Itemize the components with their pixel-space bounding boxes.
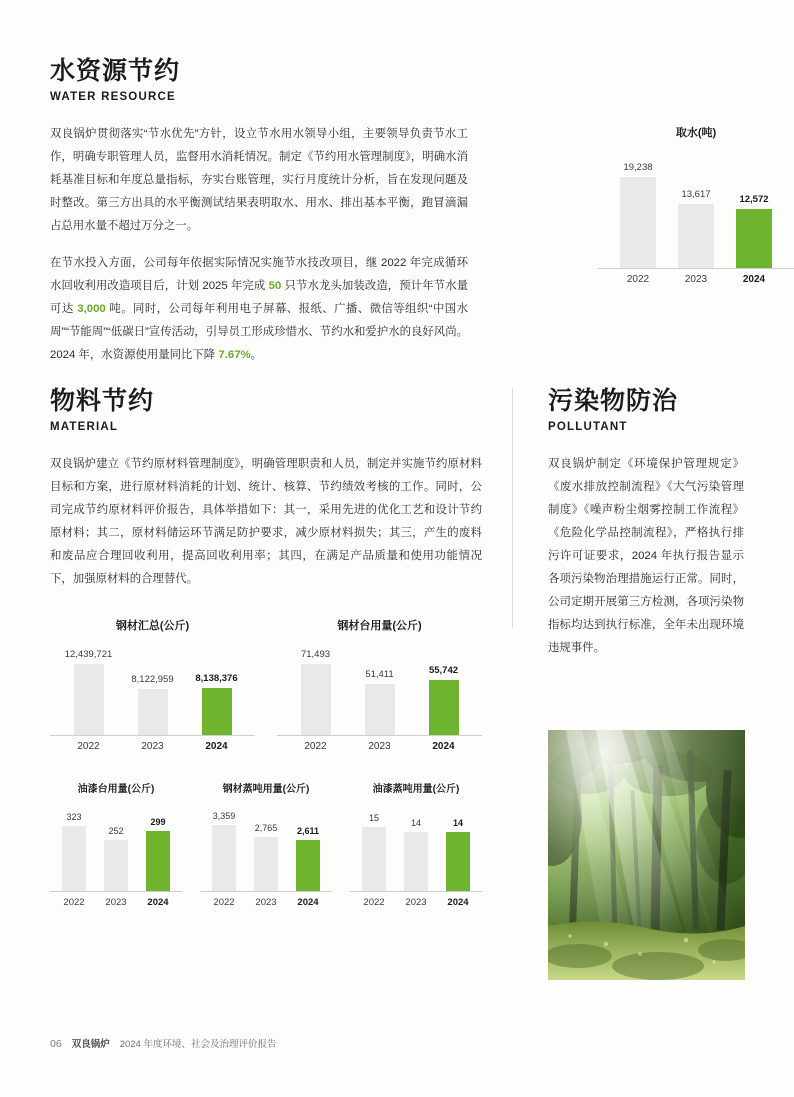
axis-category-label: 2023 xyxy=(684,274,708,285)
page-footer xyxy=(50,1036,276,1050)
chart-title-paint-per-ton-steam: 油漆蒸吨用量(公斤) xyxy=(372,783,460,795)
bar-value-label: 51,411 xyxy=(365,668,394,680)
axis-category-label: 2024 xyxy=(147,896,169,908)
chart-title-steel-per-unit: 钢材台用量(公斤) xyxy=(337,619,422,632)
axis-category-label: 2022 xyxy=(304,740,327,752)
axis-category-label: 2023 xyxy=(405,896,427,908)
bar xyxy=(254,837,278,891)
bar-value-label: 12,572 xyxy=(739,194,769,205)
bar xyxy=(296,840,320,891)
bar-column xyxy=(95,826,137,891)
chart-bars-steel-total xyxy=(50,643,255,735)
column-divider xyxy=(512,388,513,628)
chart-axis-paint-per-ton-steam xyxy=(350,891,482,908)
chart-axis-paint-per-unit xyxy=(50,891,182,908)
material-section xyxy=(50,388,482,908)
pollutant-title-cn: 污染物防治 xyxy=(548,387,679,415)
chart-axis-steel-total xyxy=(50,735,255,752)
water-p2-highlight-2: 3,000 xyxy=(73,302,110,315)
bar-column xyxy=(137,817,179,891)
chart-bars-steel-per-unit xyxy=(277,643,482,735)
pollutant-section xyxy=(548,388,744,674)
axis-category-label: 2024 xyxy=(447,896,469,908)
material-title-cn: 物料节约 xyxy=(50,387,155,415)
water-chart-container xyxy=(598,124,794,285)
bar-value-label: 14 xyxy=(410,817,421,828)
chart-bars-water-intake xyxy=(598,150,794,268)
bar-value-label: 15 xyxy=(368,812,379,823)
chart-bars-paint-per-ton-steam xyxy=(350,805,482,891)
bar-column xyxy=(667,189,725,268)
bar-column xyxy=(287,826,329,891)
bar-column xyxy=(203,811,245,891)
pollutant-paragraph-1: 双良锅炉制定《环境保护管理规定》《废水排放控制流程》《大气污染管理制度》《噪声粉尘烟雾控制工作流程》《危险化学品控制流程》，严格执行排污许可证要求，2024 年执行报告显示各项污染物治理措施运行正常。同时，公司定期开展第三方检测，各项污染物指标均达到执行标准，全年未出现环境违规事件。 xyxy=(548,457,744,654)
chart-axis-steel-per-unit xyxy=(277,735,482,752)
water-text-column xyxy=(50,58,468,381)
bar-value-label: 8,138,376 xyxy=(195,672,238,684)
bar xyxy=(104,840,128,891)
bar-column xyxy=(348,669,412,735)
water-title-en: WATER RESOURCE xyxy=(50,90,176,103)
page-number: 06 xyxy=(50,1038,62,1050)
bar-column xyxy=(609,162,667,268)
bar-value-label: 323 xyxy=(66,811,82,822)
bar-column xyxy=(245,823,287,891)
bar-column xyxy=(437,818,479,891)
bar-value-label: 8,122,959 xyxy=(131,673,174,685)
material-paragraph-1: 双良锅炉建立《节约原材料管理制度》，明确管理职责和人员，制定并实施节约原材料目标和方案，进行原材料消耗的计划、统计、核算、节约绩效考核的工作。同时，公司完成节约原材料评价报告，具体举措如下：其一，采用先进的优化工艺和设计节约原材料；其二，原材料储运环节满足防护要求，减少原材料损失；其三，产生的废料和废品应合理回收利用，提高回收利用率；其四，在满足产品质量和使用功能情况下，加强原材料的合理替代。 xyxy=(50,457,482,585)
bar-value-label: 299 xyxy=(150,816,166,827)
chart-title-water-intake: 取水(吨) xyxy=(675,127,717,139)
bar xyxy=(678,204,714,268)
water-p2-a: 在节水投入方面，公司每年依据实际情况实施节水技改项目，继 2022 年完成循环水回收利用改造项目后，计划 2025 年完成 xyxy=(50,256,468,292)
chart-paint-per-ton-steam xyxy=(350,780,482,908)
bar-value-label: 2,765 xyxy=(254,822,278,833)
water-title-cn: 水资源节约 xyxy=(50,57,181,85)
bar xyxy=(736,209,772,268)
bar xyxy=(429,680,459,735)
bar xyxy=(146,831,170,891)
bar-value-label: 19,238 xyxy=(623,162,653,173)
bar xyxy=(74,664,104,735)
chart-steel-total xyxy=(50,617,255,752)
bar xyxy=(446,832,470,891)
bar-column xyxy=(284,649,348,735)
bar xyxy=(138,689,168,735)
bar-column xyxy=(412,665,476,735)
axis-category-label: 2024 xyxy=(205,740,228,752)
footer-brand: 双良锅炉 xyxy=(71,1039,110,1050)
bar xyxy=(212,825,236,891)
chart-paint-per-unit xyxy=(50,780,182,908)
chart-steel-per-ton-steam xyxy=(200,780,332,908)
forest-sunbeam-photo xyxy=(548,730,745,980)
bar xyxy=(362,827,386,891)
axis-category-label: 2024 xyxy=(297,896,319,908)
axis-category-label: 2023 xyxy=(105,896,127,908)
chart-title-steel-per-ton-steam: 钢材蒸吨用量(公斤) xyxy=(222,783,310,795)
bar-value-label: 2,611 xyxy=(296,825,320,836)
bar-column xyxy=(121,674,185,735)
axis-category-label: 2023 xyxy=(255,896,277,908)
bar-column xyxy=(53,812,95,891)
water-p2-d: 。 xyxy=(250,348,263,361)
water-p2-highlight-1: 50 xyxy=(265,279,285,292)
bar xyxy=(620,177,656,268)
footer-doc-title: 2024 年度环境、社会及治理评价报告 xyxy=(119,1039,277,1050)
axis-category-label: 2023 xyxy=(368,740,391,752)
axis-category-label: 2022 xyxy=(213,896,235,908)
bar xyxy=(202,688,232,735)
material-charts-row-secondary xyxy=(50,780,482,908)
water-paragraph-2 xyxy=(50,252,468,367)
bar xyxy=(365,684,395,735)
bar xyxy=(62,826,86,891)
bar-column xyxy=(185,673,249,735)
material-charts-row-primary xyxy=(50,617,482,752)
axis-category-label: 2022 xyxy=(77,740,100,752)
material-title-en: MATERIAL xyxy=(50,420,119,433)
water-p2-highlight-3: 7.67% xyxy=(215,348,251,361)
bar xyxy=(301,664,331,735)
bar-value-label: 252 xyxy=(108,825,124,836)
bar-column xyxy=(353,813,395,891)
bar-value-label: 14 xyxy=(452,817,463,828)
bar xyxy=(404,832,428,891)
axis-category-label: 2023 xyxy=(141,740,164,752)
axis-category-label: 2024 xyxy=(742,274,766,285)
bar-value-label: 12,439,721 xyxy=(64,648,113,660)
axis-category-label: 2022 xyxy=(363,896,385,908)
bar-value-label: 71,493 xyxy=(300,648,331,660)
chart-title-paint-per-unit: 油漆台用量(公斤) xyxy=(77,783,155,795)
chart-water-intake xyxy=(598,124,794,285)
chart-title-steel-total: 钢材汇总(公斤) xyxy=(115,619,190,632)
bar-column xyxy=(57,649,121,735)
bar-value-label: 3,359 xyxy=(212,810,236,821)
axis-category-label: 2022 xyxy=(626,274,650,285)
bar-value-label: 55,742 xyxy=(428,664,459,676)
bar-value-label: 13,617 xyxy=(681,189,711,200)
chart-bars-paint-per-unit xyxy=(50,805,182,891)
bar-column xyxy=(725,194,783,268)
water-p2-b: 只节水龙头加装改造，预计年节水量可达 xyxy=(50,279,469,315)
water-p2-c: 吨。同时，公司每年利用电子屏幕、报纸、广播、微信等组织“中国水周”“节能周”“低碳日”宣传活动，引导员工形成珍惜水、节约水和爱护水的良好风尚。2024 年，水资源使用量同比下降 xyxy=(50,302,468,361)
chart-axis-water-intake xyxy=(598,268,794,285)
water-paragraph-1: 双良锅炉贯彻落实“节水优先”方针，设立节水用水领导小组，主要领导负责节水工作，明确专职管理人员，监督用水消耗情况。制定《节约用水管理制度》，明确水消耗基准目标和年度总量指标，夯实台账管理，实行月度统计分析，旨在发现问题及时整改。第三方出具的水平衡测试结果表明取水、用水、排出基本平衡，跑冒滴漏占总用水量不超过万分之一。 xyxy=(50,127,468,232)
axis-category-label: 2022 xyxy=(63,896,85,908)
bar-column xyxy=(395,818,437,891)
pollutant-title-en: POLLUTANT xyxy=(548,420,628,433)
chart-axis-steel-per-ton-steam xyxy=(200,891,332,908)
axis-category-label: 2024 xyxy=(432,740,455,752)
chart-bars-steel-per-ton-steam xyxy=(200,805,332,891)
chart-steel-per-unit xyxy=(277,617,482,752)
